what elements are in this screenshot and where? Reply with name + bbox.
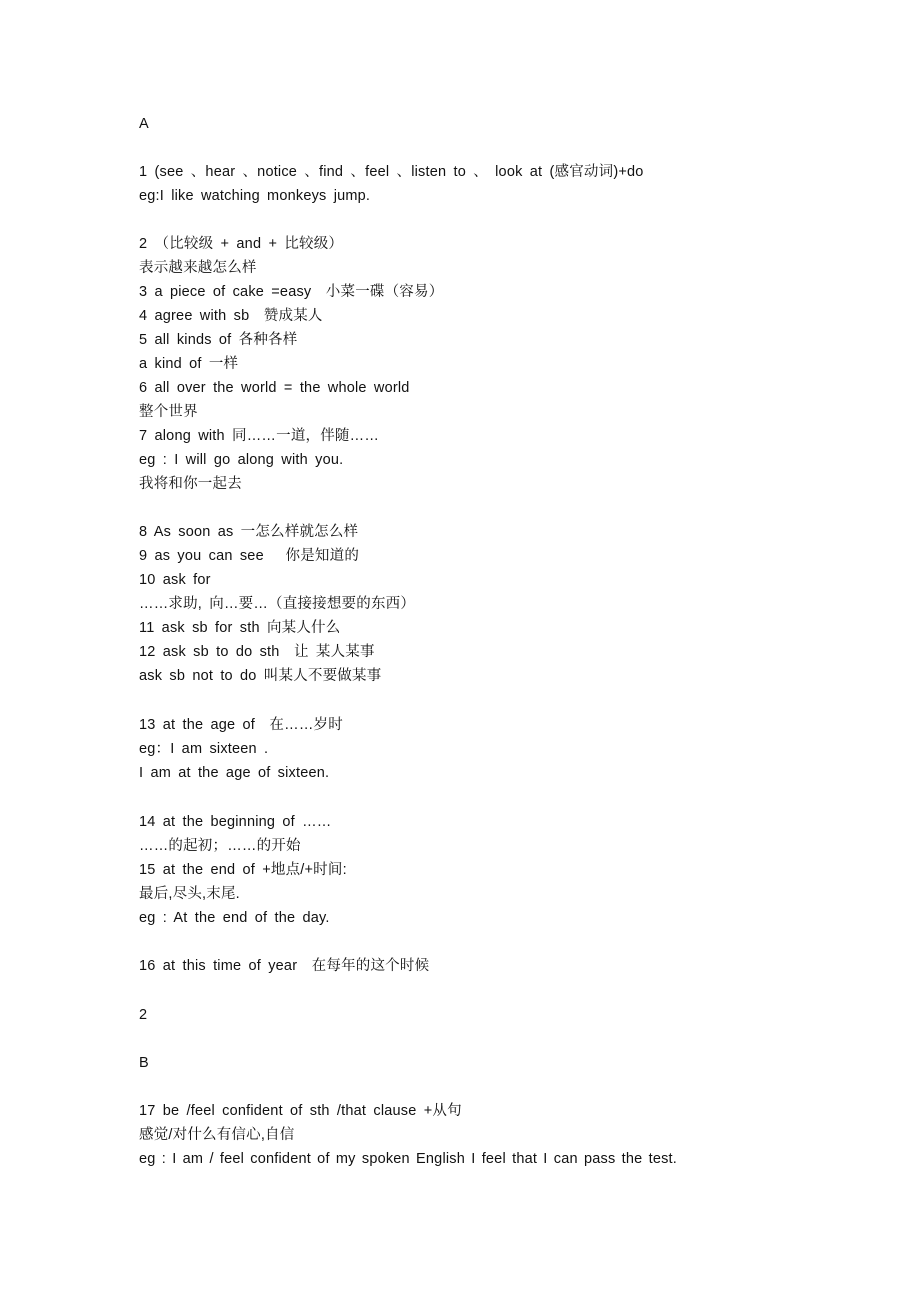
translation-line: ……的起初；……的开始 xyxy=(139,838,301,854)
translation-line: 整个世界 xyxy=(139,404,198,420)
translation-line: ……求助, 向…要…（直接接想要的东西） xyxy=(139,596,416,612)
translation-line: 表示越来越怎么样 xyxy=(139,260,257,276)
entry-line: 1 (see 、hear 、notice 、find 、feel 、listen to 、 look at (感官动词)+do xyxy=(139,164,644,180)
example-line: I am at the age of sixteen. xyxy=(139,765,330,781)
translation-line: 感觉/对什么有信心,自信 xyxy=(139,1127,295,1143)
translation-line: 最后,尽头,末尾. xyxy=(139,886,240,902)
entry-line: a kind of 一样 xyxy=(139,356,239,372)
section-heading-a: A xyxy=(139,116,149,132)
example-line: eg : I am / feel confident of my spoken English I feel that I can pass the test. xyxy=(139,1151,678,1167)
example-line: eg：I am sixteen . xyxy=(139,741,269,757)
entry-line: 7 along with 同……一道，伴随…… xyxy=(139,428,380,444)
entry-line: 5 all kinds of 各种各样 xyxy=(139,332,298,348)
example-line: eg:I like watching monkeys jump. xyxy=(139,188,371,204)
entry-line: 14 at the beginning of …… xyxy=(139,814,332,830)
page-number: 2 xyxy=(139,1007,148,1023)
entry-line: 3 a piece of cake =easy 小菜一碟（容易） xyxy=(139,284,444,300)
entry-line: 13 at the age of 在……岁时 xyxy=(139,717,343,733)
entry-line: 10 ask for xyxy=(139,572,211,588)
entry-line: 9 as you can see 你是知道的 xyxy=(139,548,360,564)
entry-line: 12 ask sb to do sth 让 某人某事 xyxy=(139,644,375,660)
entry-line: 17 be /feel confident of sth /that clause +从句 xyxy=(139,1103,462,1119)
entry-line: ask sb not to do 叫某人不要做某事 xyxy=(139,668,382,684)
section-heading-b: B xyxy=(139,1055,149,1071)
entry-line: 16 at this time of year 在每年的这个时候 xyxy=(139,958,430,974)
example-line: eg : I will go along with you. xyxy=(139,452,344,468)
entry-line: 2 （比较级 + and + 比较级） xyxy=(139,236,344,252)
example-line: eg : At the end of the day. xyxy=(139,910,330,926)
entry-line: 8 As soon as 一怎么样就怎么样 xyxy=(139,524,359,540)
entry-line: 11 ask sb for sth 向某人什么 xyxy=(139,620,341,636)
entry-line: 15 at the end of +地点/+时间: xyxy=(139,862,347,878)
entry-line: 6 all over the world = the whole world xyxy=(139,380,410,396)
translation-line: 我将和你一起去 xyxy=(139,476,242,492)
entry-line: 4 agree with sb 赞成某人 xyxy=(139,308,323,324)
